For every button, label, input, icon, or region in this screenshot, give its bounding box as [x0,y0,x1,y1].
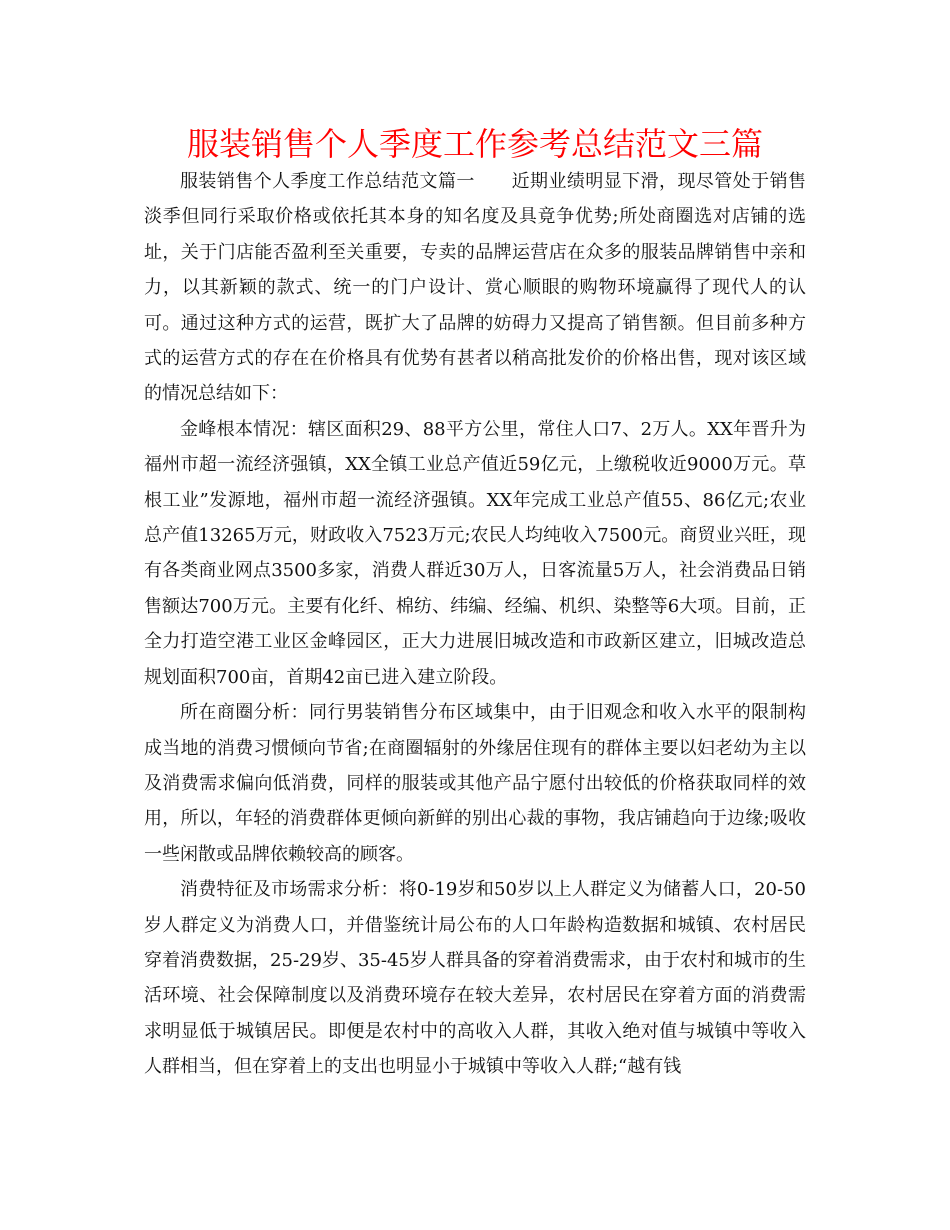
document-title: 服装销售个人季度工作参考总结范文三篇 [186,125,763,163]
document-body [144,164,806,1085]
paragraph-trade-area-analysis: 所在商圈分析：同行男装销售分布区域集中，由于旧观念和收入水平的限制构成当地的消费习惯倾向节省;在商圈辐射的外缘居住现有的群体主要以妇老幼为主以及消费需求偏向低消费，同样的服装或其他产品宁愿付出较低的价格获取同样的效用，所以，年轻的消费群体更倾向新鲜的别出心裁的事物，我店铺趋向于边缘;吸收一些闲散或品牌依赖较高的顾客。 [144,702,806,865]
paragraph-consumption-analysis: 消费特征及市场需求分析：将0-19岁和50岁以上人群定义为储蓄人口，20-50岁人群定义为消费人口，并借鉴统计局公布的人口年龄构造数据和城镇、农村居民穿着消费数据，25-29岁、35-45岁人群具备的穿着消费需求，由于农村和城市的生活环境、社会保障制度以及消费环境存在较大差异，农村居民在穿着方面的消费需求明显低于城镇居民。即便是农村中的高收入人群，其收入绝对值与城镇中等收入人群相当，但在穿着上的支出也明显小于城镇中等收入人群;“越有钱 [144,879,806,1078]
paragraph-intro: 服装销售个人季度工作总结范文篇一 近期业绩明显下滑，现尽管处于销售淡季但同行采取价格或依托其本身的知名度及具竟争优势;所处商圈选对店铺的选址，关于门店能否盈利至关重要，专卖的品牌运营店在众多的服装品牌销售中亲和力，以其新颖的款式、统一的门户设计、赏心顺眼的购物环境赢得了现代人的认可。通过这种方式的运营，既扩大了品牌的妨碍力又提高了销售额。但目前多种方式的运营方式的存在在价格具有优势有甚者以稍高批发价的价格出售，现对该区域的情况总结如下： [144,171,806,405]
paragraph-jinfeng-basics: 金峰根本情况：辖区面积29、88平方公里，常住人口7、2万人。XX年晋升为福州市超一流经济强镇，XX全镇工业总产值近59亿元，上缴税收近9000万元。草根工业”发源地，福州市超一流经济强镇。XX年完成工业总产值55、86亿元;农业总产值13265万元，财政收入7523万元;农民人均纯收入7500元。商贸业兴旺，现有各类商业网点3500多家，消费人群近30万人，日客流量5万人，社会消费品日销售额达700万元。主要有化纤、棉纺、纬编、经编、机织、染整等6大项。目前，正全力打造空港工业区金峰园区，正大力进展旧城改造和市政新区建立，旧城改造总规划面积700亩，首期42亩已进入建立阶段。 [144,418,806,688]
